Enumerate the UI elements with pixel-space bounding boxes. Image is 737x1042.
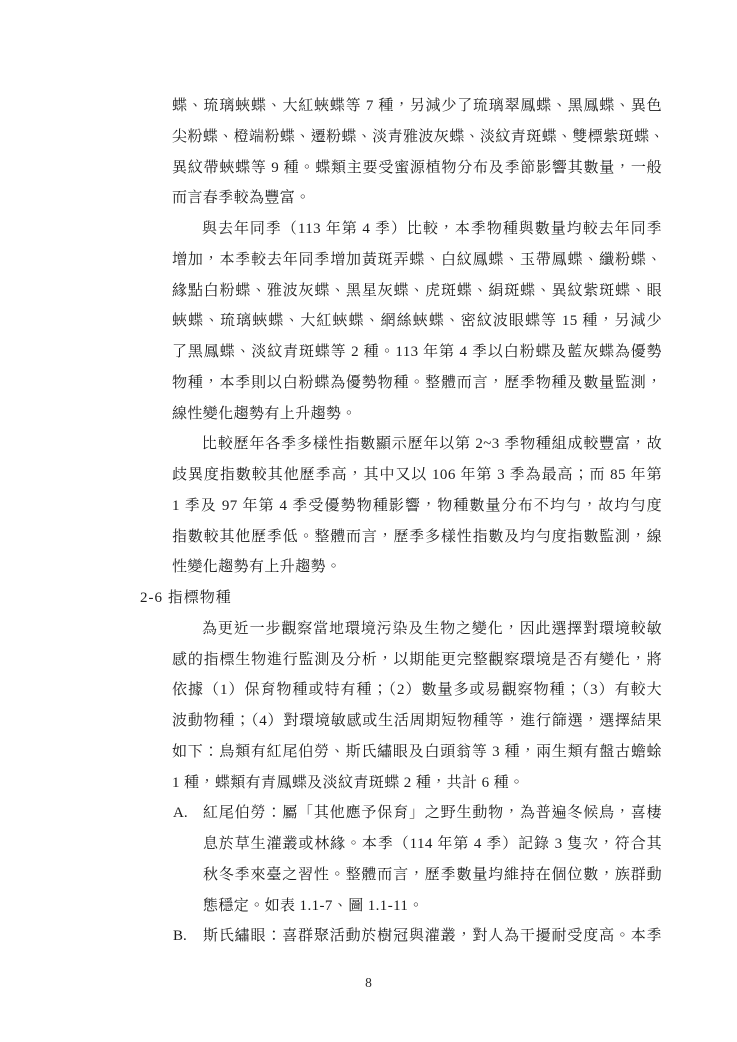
text-line: 了黑鳳蝶、淡紋青斑蝶等 2 種。113 年第 4 季以白粉蝶及藍灰蝶為優勢 [172,344,662,360]
text-line: 性變化趨勢有上升趨勢。 [172,559,342,576]
text-line: 物種，本季則以白粉蝶為優勢物種。整體而言，歷季物種及數量監測， [172,374,662,391]
text-line: 秋冬季來臺之習性。整體而言，歷季數量均維持在個位數，族群動 [203,866,662,883]
text-line: 與去年同季（113 年第 4 季）比較，本季物種與數量均較去年同季 [202,221,662,237]
text-line: 紅尾伯勞：屬「其他應予保育」之野生動物，為普遍冬候鳥，喜棲 [203,805,662,822]
text-line: 態穩定。如表 1.1-7、圖 1.1-11。 [203,897,424,914]
text-line: 而言春季較為豐富。 [172,190,311,207]
text-line: 依據（1）保育物種或特有種；（2）數量多或易觀察物種；（3）有較大 [172,682,662,699]
document-body [140,91,665,952]
list-item-label: A. [173,805,188,822]
text-line: 為更近一步觀察當地環境污染及生物之變化，因此選擇對環境較敏 [202,620,662,637]
list-item [172,921,662,952]
list-item [172,798,662,921]
text-line: 緣點白粉蝶、雅波灰蝶、黑星灰蝶、虎斑蝶、絹斑蝶、異紋紫斑蝶、眼 [172,282,662,299]
text-line: 增加，本季較去年同季增加黃斑弄蝶、白紋鳳蝶、玉帶鳳蝶、纖粉蝶、 [172,251,662,268]
text-line: 尖粉蝶、橙端粉蝶、遷粉蝶、淡青雅波灰蝶、淡紋青斑蝶、雙標紫斑蝶、 [172,128,665,145]
text-line: 斯氏繡眼：喜群聚活動於樹冠與灌叢，對人為干擾耐受度高。本季 [203,928,662,945]
text-line: 1 種，蝶類有青鳳蝶及淡紋青斑蝶 2 種，共計 6 種。 [172,774,525,791]
text-line: 如下：鳥類有紅尾伯勞、斯氏繡眼及白頭翁等 3 種，兩生類有盤古蟾蜍 [172,743,662,760]
text-line: 波動物種；（4）對環境敏感或生活周期短物種等，進行篩選，選擇結果 [172,713,662,729]
text-line: 指數較其他歷季低。整體而言，歷季多樣性指數及均勻度指數監測，線 [172,528,662,545]
text-line: 蛺蝶、琉璃蛺蝶、大紅蛺蝶、網絲蛺蝶、密紋波眼蝶等 15 種，另減少 [172,313,662,330]
text-line: 感的指標生物進行監測及分析，以期能更完整觀察環境是否有變化，將 [172,651,662,668]
section-heading-text: 2-6 指標物種 [140,590,232,606]
paragraph [172,214,662,429]
paragraph [172,614,662,799]
list-item-label: B. [173,928,187,945]
text-line: 歧異度指數較其他歷季高，其中又以 106 年第 3 季為最高；而 85 年第 [172,467,662,483]
page-number: 8 [365,975,372,990]
text-line: 1 季及 97 年第 4 季受優勢物種影響，物種數量分布不均勻，故均勻度 [172,497,662,514]
section-heading [140,583,662,614]
text-line: 異紋帶蛺蝶等 9 種。蝶類主要受蜜源植物分布及季節影響其數量，一般 [172,159,662,176]
paragraph [172,429,662,583]
text-line: 蝶、琉璃蛺蝶、大紅蛺蝶等 7 種，另減少了琉璃翠鳳蝶、黑鳳蝶、異色 [172,98,662,114]
text-line: 比較歷年各季多樣性指數顯示歷年以第 2~3 季物種組成較豐富，故 [202,436,662,453]
text-line: 息於草生灌叢或林緣。本季（114 年第 4 季）記錄 3 隻次，符合其 [203,836,662,852]
text-line: 線性變化趨勢有上升趨勢。 [172,405,357,422]
paragraph [172,91,665,214]
